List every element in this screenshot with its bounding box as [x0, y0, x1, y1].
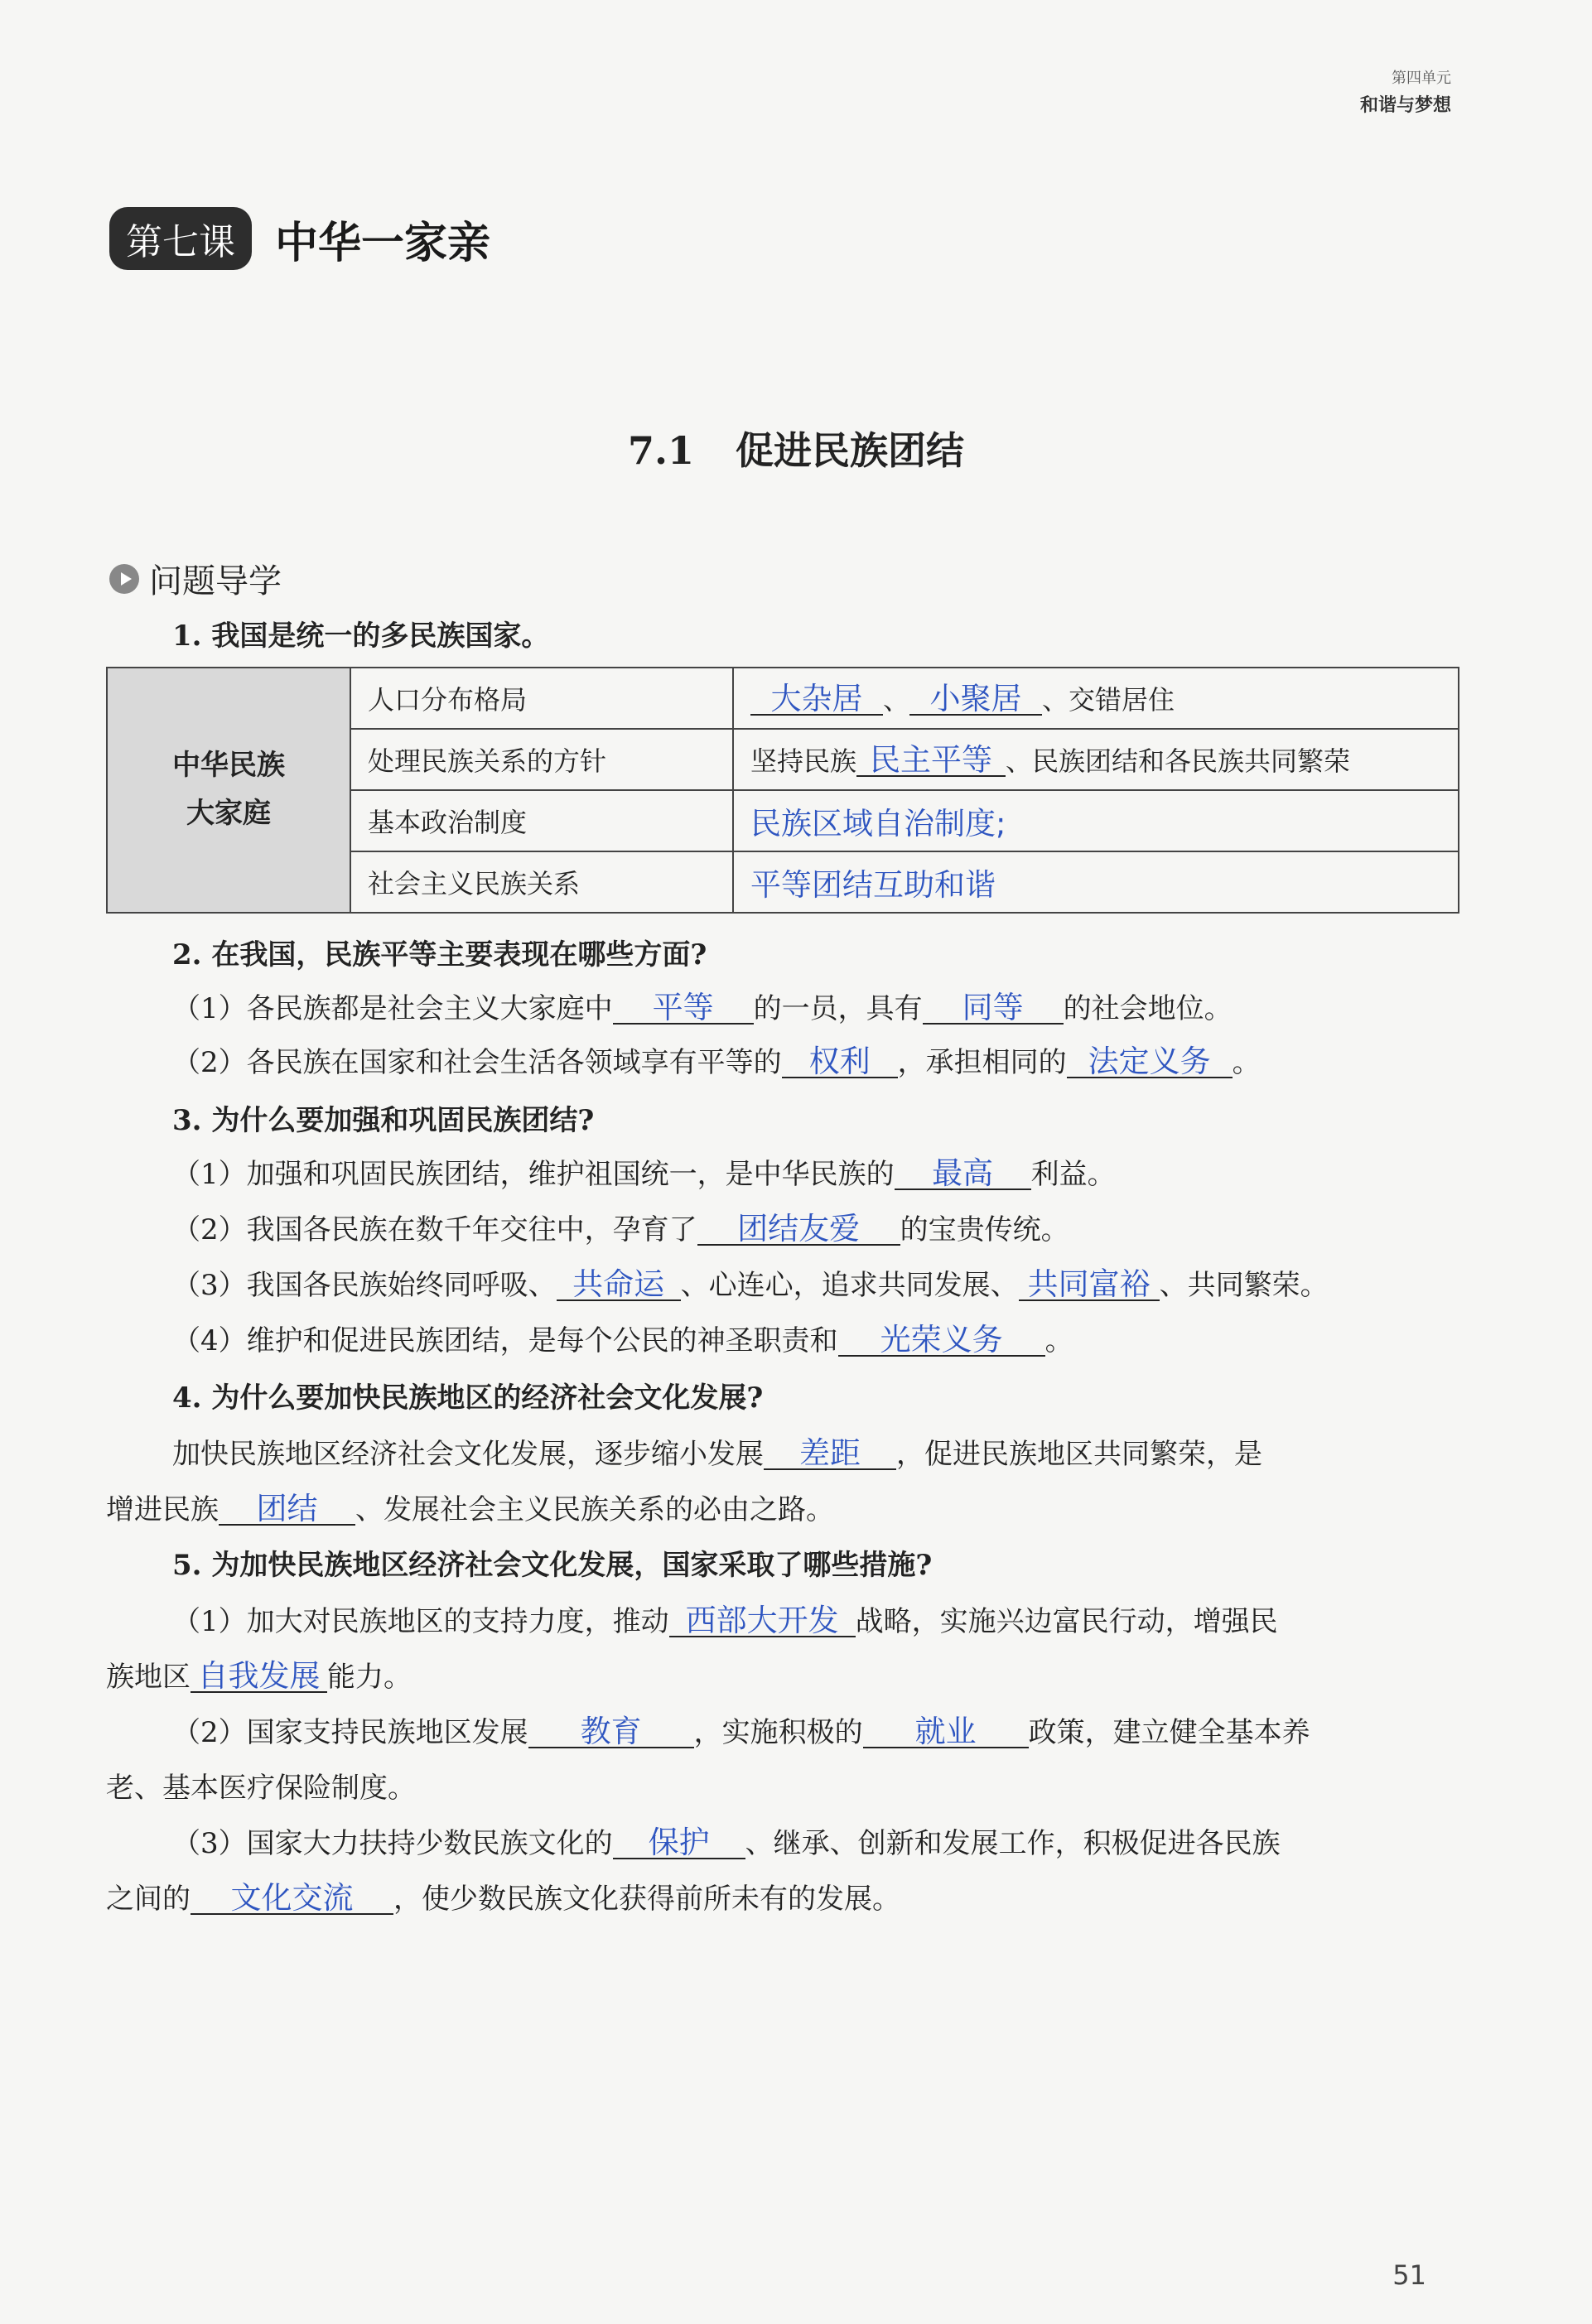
text: ，实施积极的 — [693, 1716, 863, 1749]
q5-line-5 — [172, 1820, 1281, 1861]
q4-line-1 — [172, 1431, 1262, 1472]
text: 、继承、创新和发展工作，积极促进各民族 — [745, 1827, 1281, 1860]
answer: 自我发展 — [191, 1661, 327, 1693]
guide-heading — [109, 555, 282, 602]
table-head-line: 中华民族 — [172, 749, 285, 783]
text: 之间的 — [106, 1883, 191, 1916]
question-2-title: 2. 在我国，民族平等主要表现在哪些方面? — [172, 938, 707, 972]
q3-line-2 — [172, 1207, 1069, 1247]
answer: 就业 — [863, 1716, 1029, 1748]
text: ，使少数民族文化获得前所未有的发展。 — [393, 1883, 900, 1916]
play-circle-icon — [109, 564, 139, 594]
table-key: 基本政治制度 — [350, 790, 733, 851]
answer: 差距 — [764, 1438, 896, 1470]
text: 的一员，具有 — [753, 992, 923, 1025]
text: 、发展社会主义民族关系的必由之路。 — [355, 1493, 834, 1526]
text: 战略，实施兴边富民行动，增强民 — [855, 1605, 1278, 1638]
section-number: 7.1 — [627, 428, 695, 473]
text: 。 — [1044, 1324, 1073, 1357]
text: 加快民族地区经济社会文化发展，逐步缩小发展 — [172, 1438, 764, 1471]
guide-title: 问题导学 — [149, 562, 282, 600]
q5-line-3 — [172, 1709, 1310, 1750]
answer: 大杂居 — [750, 683, 883, 716]
text: 老、基本医疗保险制度。 — [106, 1772, 416, 1805]
answer: 民族区域自治制度; — [750, 806, 1006, 841]
q3-line-3 — [172, 1262, 1329, 1303]
table-head-line: 大家庭 — [186, 797, 271, 830]
text: 政策，建立健全基本养 — [1028, 1716, 1310, 1749]
table-head-cell — [107, 668, 350, 913]
text: 、共同繁荣。 — [1159, 1269, 1329, 1302]
text: 利益。 — [1030, 1158, 1116, 1191]
q5-line-2 — [106, 1654, 412, 1695]
lesson-badge: 第七课 — [109, 207, 252, 270]
lesson-heading — [109, 207, 490, 270]
text: 。 — [1232, 1046, 1261, 1079]
unit-number: 第四单元 — [1392, 70, 1451, 87]
table-value — [733, 790, 1459, 851]
question-1-title: 1. 我国是统一的多民族国家。 — [172, 620, 550, 653]
text: （3）国家大力扶持少数民族文化的 — [172, 1827, 613, 1860]
text: 的宝贵传统。 — [900, 1213, 1069, 1246]
text: 增进民族 — [106, 1493, 219, 1526]
answer: 团结 — [219, 1493, 355, 1526]
answer: 教育 — [528, 1716, 694, 1748]
text: 、交错居住 — [1042, 684, 1175, 716]
table-value — [733, 668, 1459, 729]
answer: 平等团结互助和谐 — [750, 867, 996, 903]
text: （4）维护和促进民族团结，是每个公民的神圣职责和 — [172, 1324, 838, 1357]
answer: 文化交流 — [191, 1883, 393, 1915]
question-3-title: 3. 为什么要加强和巩固民族团结? — [172, 1104, 595, 1137]
q3-line-1 — [172, 1151, 1116, 1192]
section-title — [0, 421, 1592, 475]
unit-title: 和谐与梦想 — [1359, 95, 1451, 116]
text: 、心连心，追求共同发展、 — [680, 1269, 1019, 1302]
text: （2）各民族在国家和社会生活各领域享有平等的 — [172, 1046, 782, 1079]
q5-line-6 — [106, 1876, 900, 1917]
answer: 法定义务 — [1067, 1046, 1233, 1078]
text: 族地区 — [106, 1661, 191, 1694]
text: （2）国家支持民族地区发展 — [172, 1716, 528, 1749]
q3-line-4 — [172, 1318, 1073, 1358]
answer: 最高 — [895, 1158, 1031, 1190]
q5-line-1 — [172, 1598, 1278, 1639]
table-row — [107, 668, 1459, 729]
question-4-title: 4. 为什么要加快民族地区的经济社会文化发展? — [172, 1381, 764, 1415]
answer: 光荣义务 — [838, 1324, 1045, 1357]
family-table — [106, 667, 1459, 914]
unit-header — [1360, 66, 1451, 117]
answer: 权利 — [782, 1046, 898, 1078]
question-5-title: 5. 为加快民族地区经济社会文化发展，国家采取了哪些措施? — [172, 1549, 933, 1582]
answer: 平等 — [613, 992, 754, 1025]
text: （2）我国各民族在数千年交往中，孕育了 — [172, 1213, 697, 1246]
text: （3）我国各民族始终同呼吸、 — [172, 1269, 557, 1302]
table-value — [733, 729, 1459, 790]
table-key: 处理民族关系的方针 — [350, 729, 733, 790]
answer: 小聚居 — [909, 683, 1042, 716]
answer: 民主平等 — [856, 745, 1006, 777]
lesson-title: 中华一家亲 — [275, 218, 491, 268]
section-name: 促进民族团结 — [736, 428, 965, 473]
answer: 团结友爱 — [697, 1213, 900, 1246]
text: （1）加强和巩固民族团结，维护祖国统一，是中华民族的 — [172, 1158, 895, 1191]
q4-line-2 — [106, 1487, 834, 1527]
text: 坚持民族 — [750, 745, 857, 777]
answer: 共同富裕 — [1019, 1269, 1160, 1301]
text: ，承担相同的 — [897, 1046, 1067, 1079]
q2-line-2 — [172, 1039, 1261, 1080]
answer: 保护 — [613, 1827, 745, 1859]
answer: 同等 — [923, 992, 1064, 1025]
text: （1）各民族都是社会主义大家庭中 — [172, 992, 613, 1025]
table-value — [733, 851, 1459, 913]
table-key: 人口分布格局 — [350, 668, 733, 729]
table-key: 社会主义民族关系 — [350, 851, 733, 913]
text: ，促进民族地区共同繁荣，是 — [896, 1438, 1262, 1471]
answer: 西部大开发 — [669, 1605, 856, 1637]
text: 、民族团结和各民族共同繁荣 — [1006, 745, 1351, 777]
separator: 、 — [883, 684, 910, 716]
answer: 共命运 — [557, 1269, 681, 1301]
text: 能力。 — [327, 1661, 412, 1694]
text: （1）加大对民族地区的支持力度，推动 — [172, 1605, 669, 1638]
q2-line-1 — [172, 986, 1233, 1026]
q5-line-4 — [106, 1765, 416, 1806]
text: 的社会地位。 — [1063, 992, 1233, 1025]
page-number: 51 — [1392, 2259, 1426, 2291]
